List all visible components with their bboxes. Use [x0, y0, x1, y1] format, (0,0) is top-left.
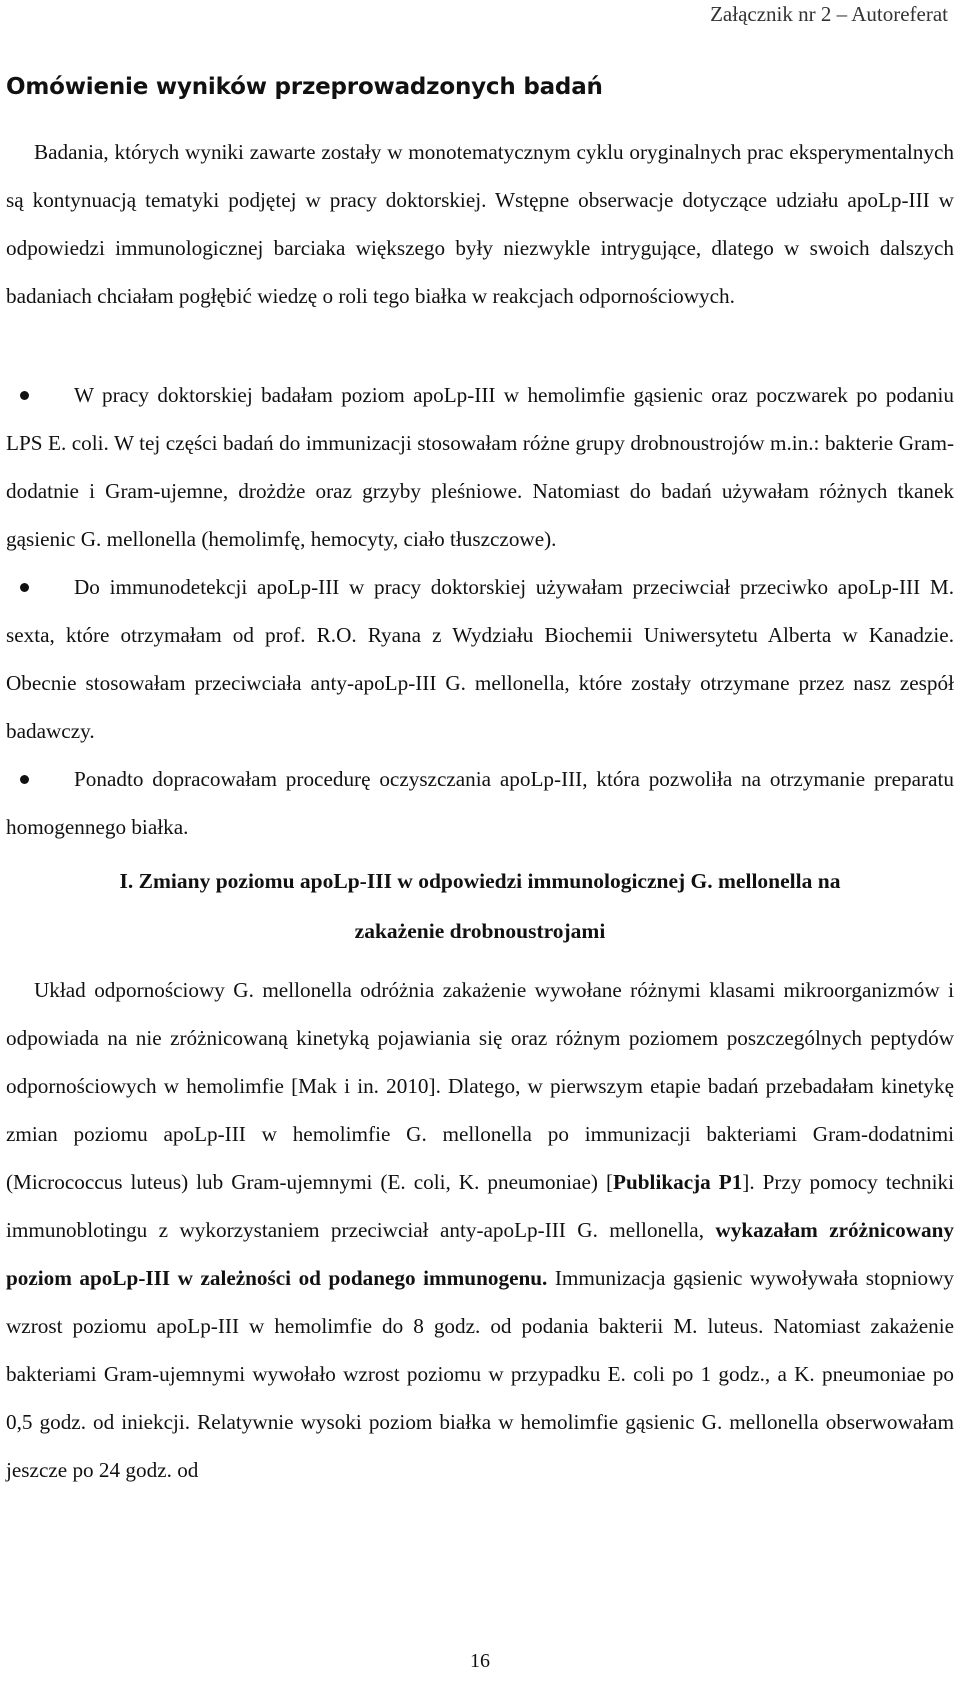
results-text-part1: Układ odpornościowy G. mellonella odróżnia zakażenie wywołane różnymi klasami mikroorganizmów i odpowiada na nie zróżnicowaną kinetyką pojawiania się oraz różnym poziomem poszczególnych peptydów odpornościowych w hemolimfie [Mak i in. 2010]. Dlatego, w pierwszym etapie badań przebadałam kinetykę zmian poziomu apoLp-III w hemolimfie G. mellonella po immunizacji bakteriami Gram-dodatnimi (Micrococcus luteus) lub Gram-ujemnymi (E. coli, K. pneumoniae) [ — [6, 978, 954, 1194]
results-text-part3: Immunizacja gąsienic wywoływała stopniowy wzrost poziomu apoLp-III w hemolimfie do 8 godz. od podania bakterii M. luteus. Natomiast zakażenie bakteriami Gram-ujemnymi wywołało wzrost poziomu w przypadku E. coli po 1 godz., a K. pneumoniae po 0,5 godz. od iniekcji. Relatywnie wysoki poziom białka w hemolimfie gąsienic G. mellonella obserwowałam jeszcze po 24 godz. od — [6, 1266, 954, 1482]
bullet-text: W pracy doktorskiej badałam poziom apoLp-III w hemolimfie gąsienic oraz poczwarek po podaniu LPS E. coli. W tej części badań do immunizacji stosowałam różne grupy drobnoustrojów m.in.: bakterie Gram-dodatnie i Gram-ujemne, drożdże oraz grzyby pleśniowe. Natomiast do badań używałam różnych tkanek gąsienic G. mellonella (hemolimfę, hemocyty, ciało tłuszczowe). — [6, 383, 954, 551]
bullet-icon — [20, 391, 29, 400]
results-paragraph — [6, 966, 954, 1494]
subsection-heading-line2: zakażenie drobnoustrojami — [354, 919, 606, 943]
bullet-text: Ponadto dopracowałam procedurę oczyszczania apoLp-III, która pozwoliła na otrzymanie preparatu homogennego białka. — [6, 767, 954, 839]
intro-paragraph: Badania, których wyniki zawarte zostały w monotematycznym cyklu oryginalnych prac eksperymentalnych są kontynuacją tematyki podjętej w pracy doktorskiej. Wstępne obserwacje dotyczące udziału apoLp-III w odpowiedzi immunologicznej barciaka większego były niezwykle intrygujące, dlatego w swoich dalszych badaniach chciałam pogłębić wiedzę o roli tego białka w reakcjach odpornościowych. — [6, 140, 954, 308]
bullet-list — [6, 371, 954, 851]
page-header: Załącznik nr 2 – Autoreferat — [710, 2, 948, 26]
bullet-text: Do immunodetekcji apoLp-III w pracy doktorskiej używałam przeciwciał przeciwko apoLp-III M. sexta, które otrzymałam od prof. R.O. Ryana z Wydziału Biochemii Uniwersytetu Alberta w Kanadzie. Obecnie stosowałam przeciwciała anty-apoLp-III G. mellonella, które zostały otrzymane przez nasz zespół badawczy. — [6, 575, 954, 743]
publication-reference: Publikacja P1 — [613, 1170, 743, 1194]
bullet-icon — [20, 583, 29, 592]
results-text-part2: ]. Przy pomocy techniki immunoblotingu z wykorzystaniem przeciwciał anty-apoLp-III G. mellonella, — [6, 1170, 954, 1242]
bullet-item — [6, 371, 954, 563]
subsection-heading-line1: I. Zmiany poziomu apoLp-III w odpowiedzi immunologicznej G. mellonella na — [119, 869, 841, 893]
section-title: Omówienie wyników przeprowadzonych badań — [6, 74, 603, 100]
subsection-heading — [6, 856, 954, 956]
page-number: 16 — [470, 1650, 490, 1672]
bullet-item — [6, 755, 954, 851]
key-finding: wykazałam zróżnicowany poziom apoLp-III w zależności od podanego immunogenu. — [6, 1218, 954, 1290]
bullet-item — [6, 563, 954, 755]
bullet-icon — [20, 775, 29, 784]
